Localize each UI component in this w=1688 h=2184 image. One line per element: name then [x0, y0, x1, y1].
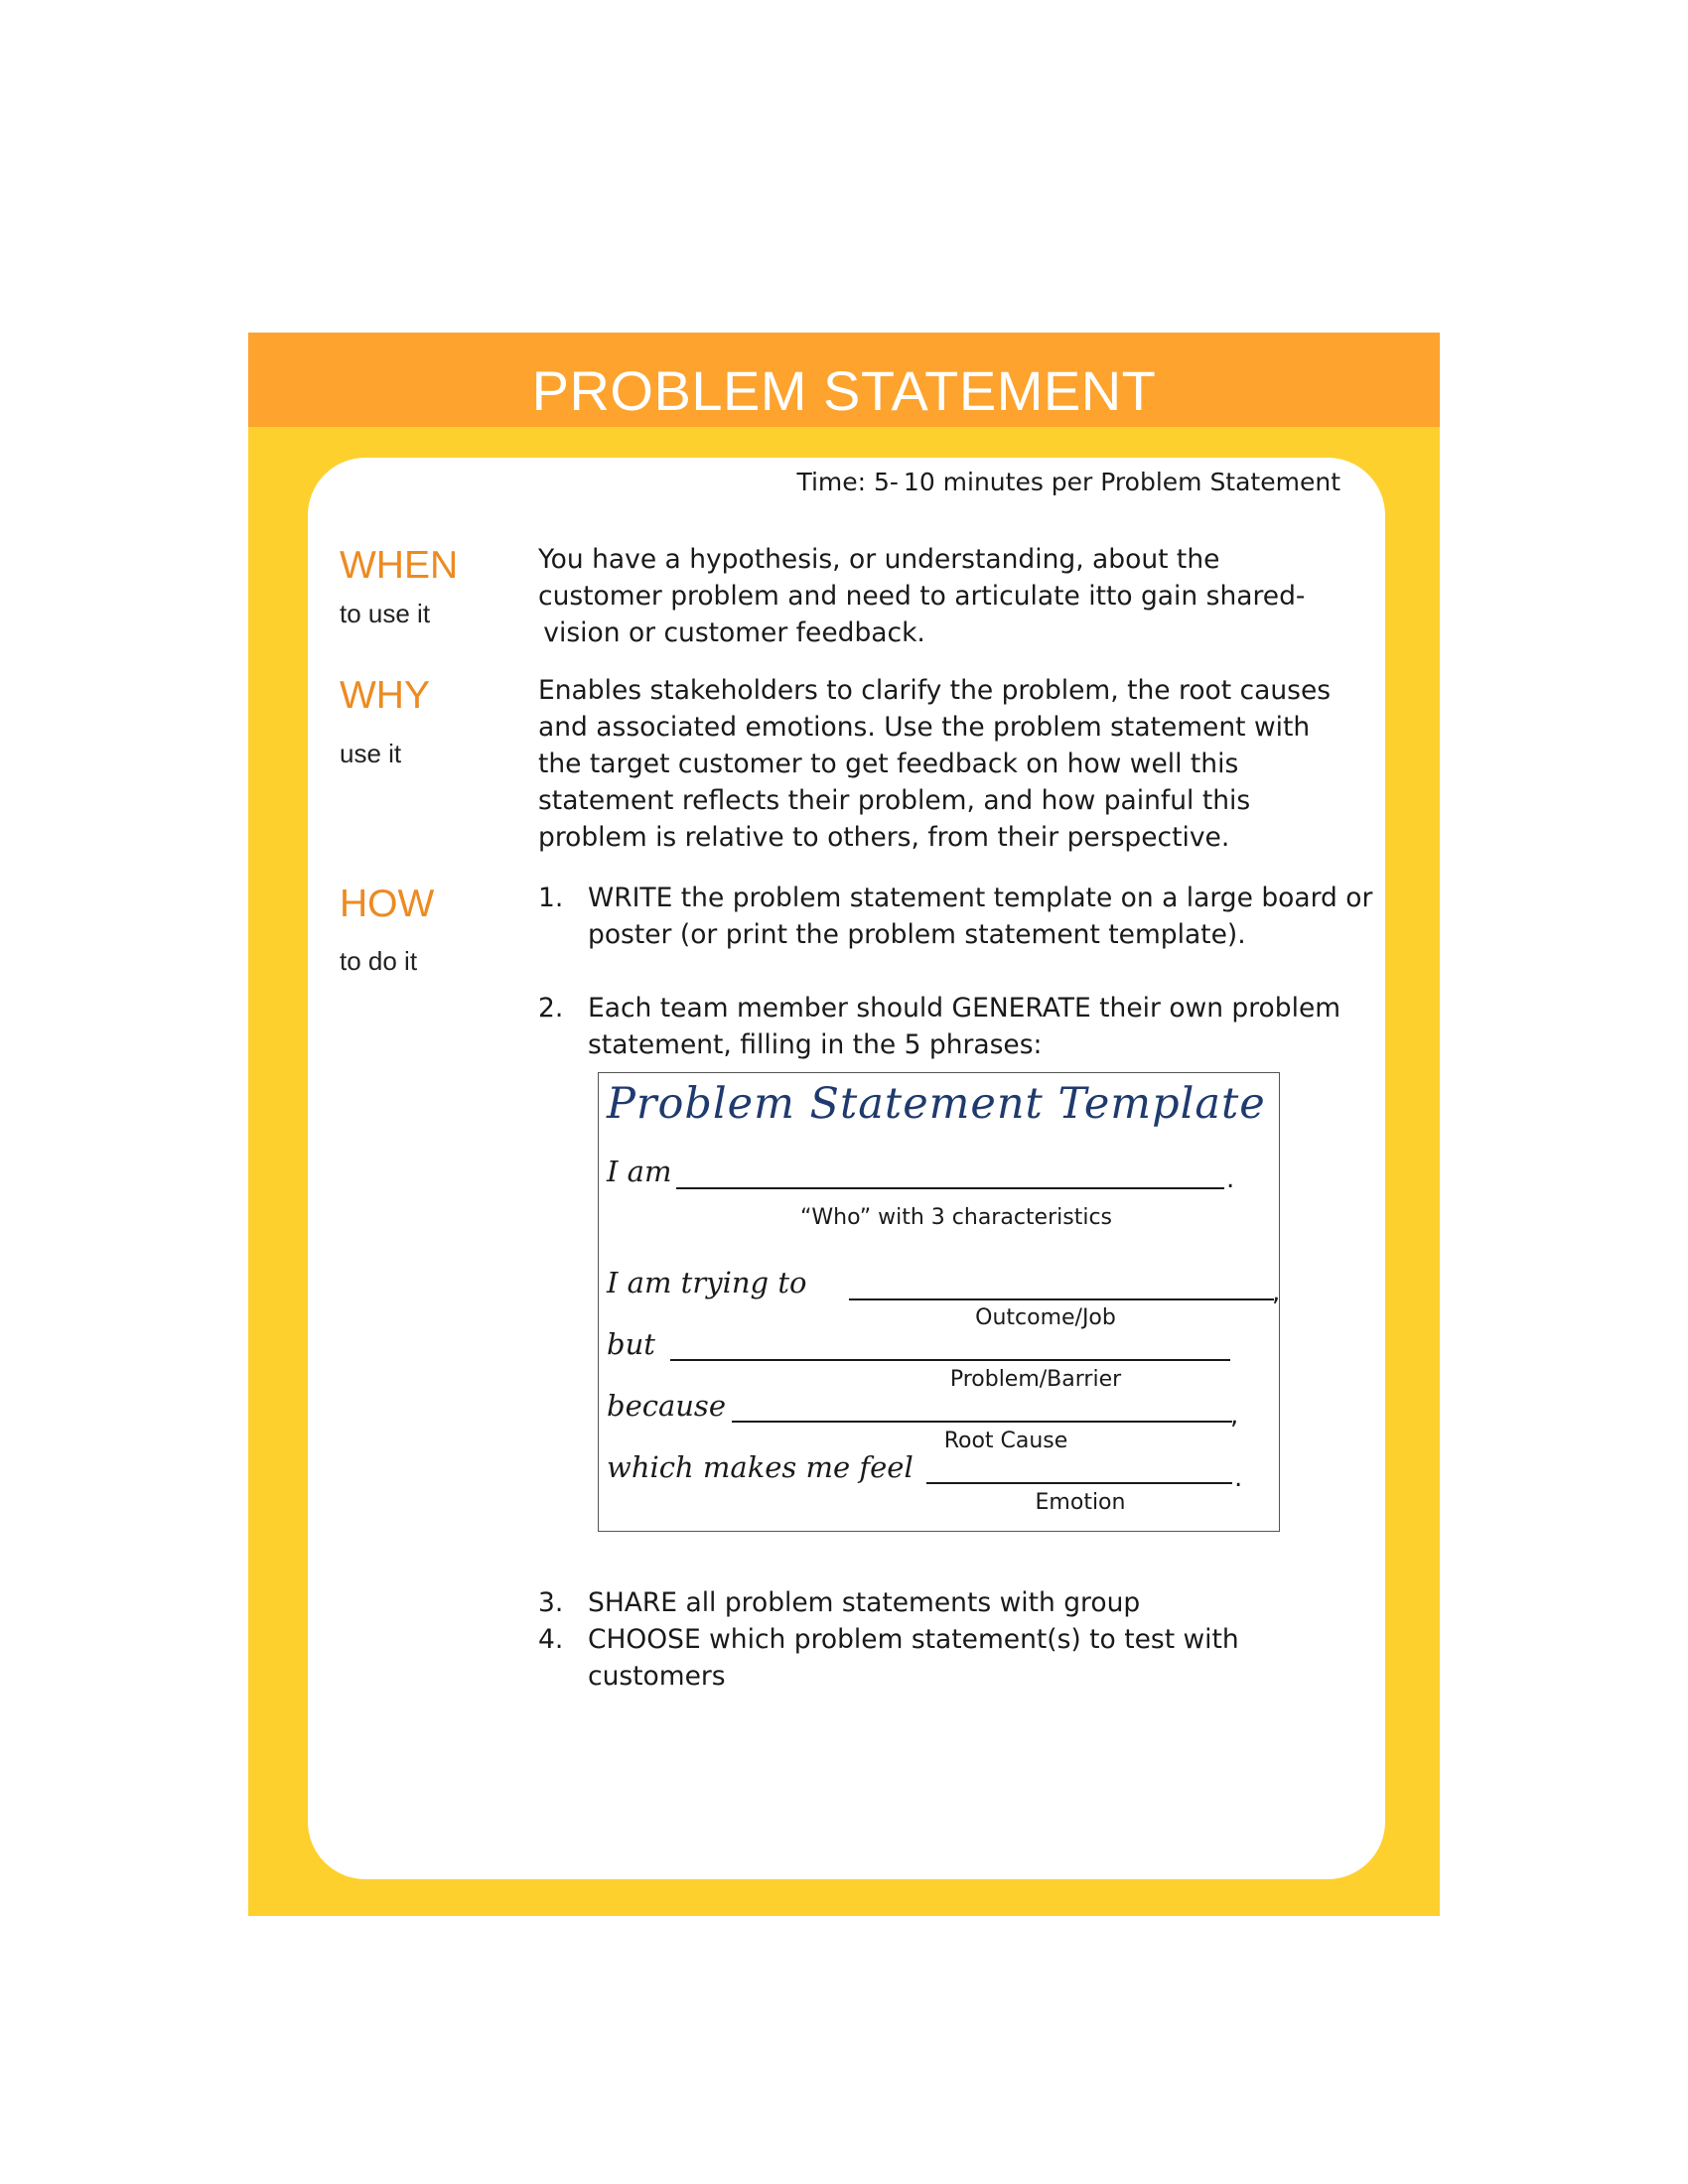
template-punctuation: ,: [1272, 1278, 1281, 1307]
template-caption: Outcome/Job: [975, 1305, 1116, 1330]
time-estimate: Time: 5- 10 minutes per Problem Statement: [796, 468, 1340, 496]
step-text: WRITE the problem statement template on a large board or poster (or print the problem statement template).: [588, 883, 1373, 950]
problem-statement-card: [248, 333, 1440, 1916]
why-text: Enables stakeholders to clarify the problem, the root causes and associated emotions. Use the problem statement with the target customer to get feedback on how well this statement reflects their problem, and how painful this problem is relative to others, from their perspective.: [538, 675, 1332, 853]
step-number: 3.: [538, 1587, 564, 1618]
step-number: 4.: [538, 1624, 564, 1655]
template-punctuation: .: [1226, 1164, 1235, 1194]
step-text: CHOOSE which problem statement(s) to test with customers: [588, 1624, 1239, 1692]
step-number: 1.: [538, 883, 564, 913]
why-subheading: use it: [340, 739, 402, 768]
when-heading: WHEN: [340, 544, 459, 587]
template-lead: which makes me feel: [607, 1450, 914, 1484]
when-subheading: to use it: [340, 599, 431, 628]
how-heading: HOW: [340, 883, 435, 925]
step-text: Each team member should GENERATE their own problem statement, filling in the 5 phrases:: [588, 993, 1341, 1060]
template-caption: Problem/Barrier: [949, 1367, 1122, 1392]
template-lead: I am: [607, 1155, 672, 1188]
template-lead: because: [607, 1389, 726, 1423]
template-caption: Root Cause: [943, 1429, 1068, 1453]
template-caption: “Who” with 3 characteristics: [799, 1205, 1113, 1230]
template-punctuation: .: [1234, 1463, 1243, 1493]
template-lead: I am trying to: [607, 1266, 807, 1299]
content-panel: [308, 458, 1385, 1879]
fill-line: [670, 1359, 1230, 1361]
why-heading: WHY: [340, 674, 430, 717]
fill-line: [732, 1421, 1232, 1423]
fill-line: [676, 1187, 1224, 1189]
fill-line: [926, 1482, 1232, 1484]
template-caption: Emotion: [1035, 1490, 1126, 1515]
template-punctuation: ,: [1230, 1401, 1239, 1431]
template-lead: but: [607, 1327, 655, 1361]
when-text: You have a hypothesis, or understanding, about the customer problem and need to articulate itto gain shared- vision or customer feedback.: [538, 544, 1306, 648]
problem-statement-template: [598, 1072, 1280, 1532]
step-text: SHARE all problem statements with group: [588, 1587, 1141, 1618]
how-subheading: to do it: [340, 946, 418, 976]
template-title: Problem Statement Template: [607, 1079, 1266, 1129]
page-title: PROBLEM STATEMENT: [531, 359, 1157, 422]
fill-line: [849, 1298, 1274, 1300]
step-number: 2.: [538, 993, 564, 1024]
